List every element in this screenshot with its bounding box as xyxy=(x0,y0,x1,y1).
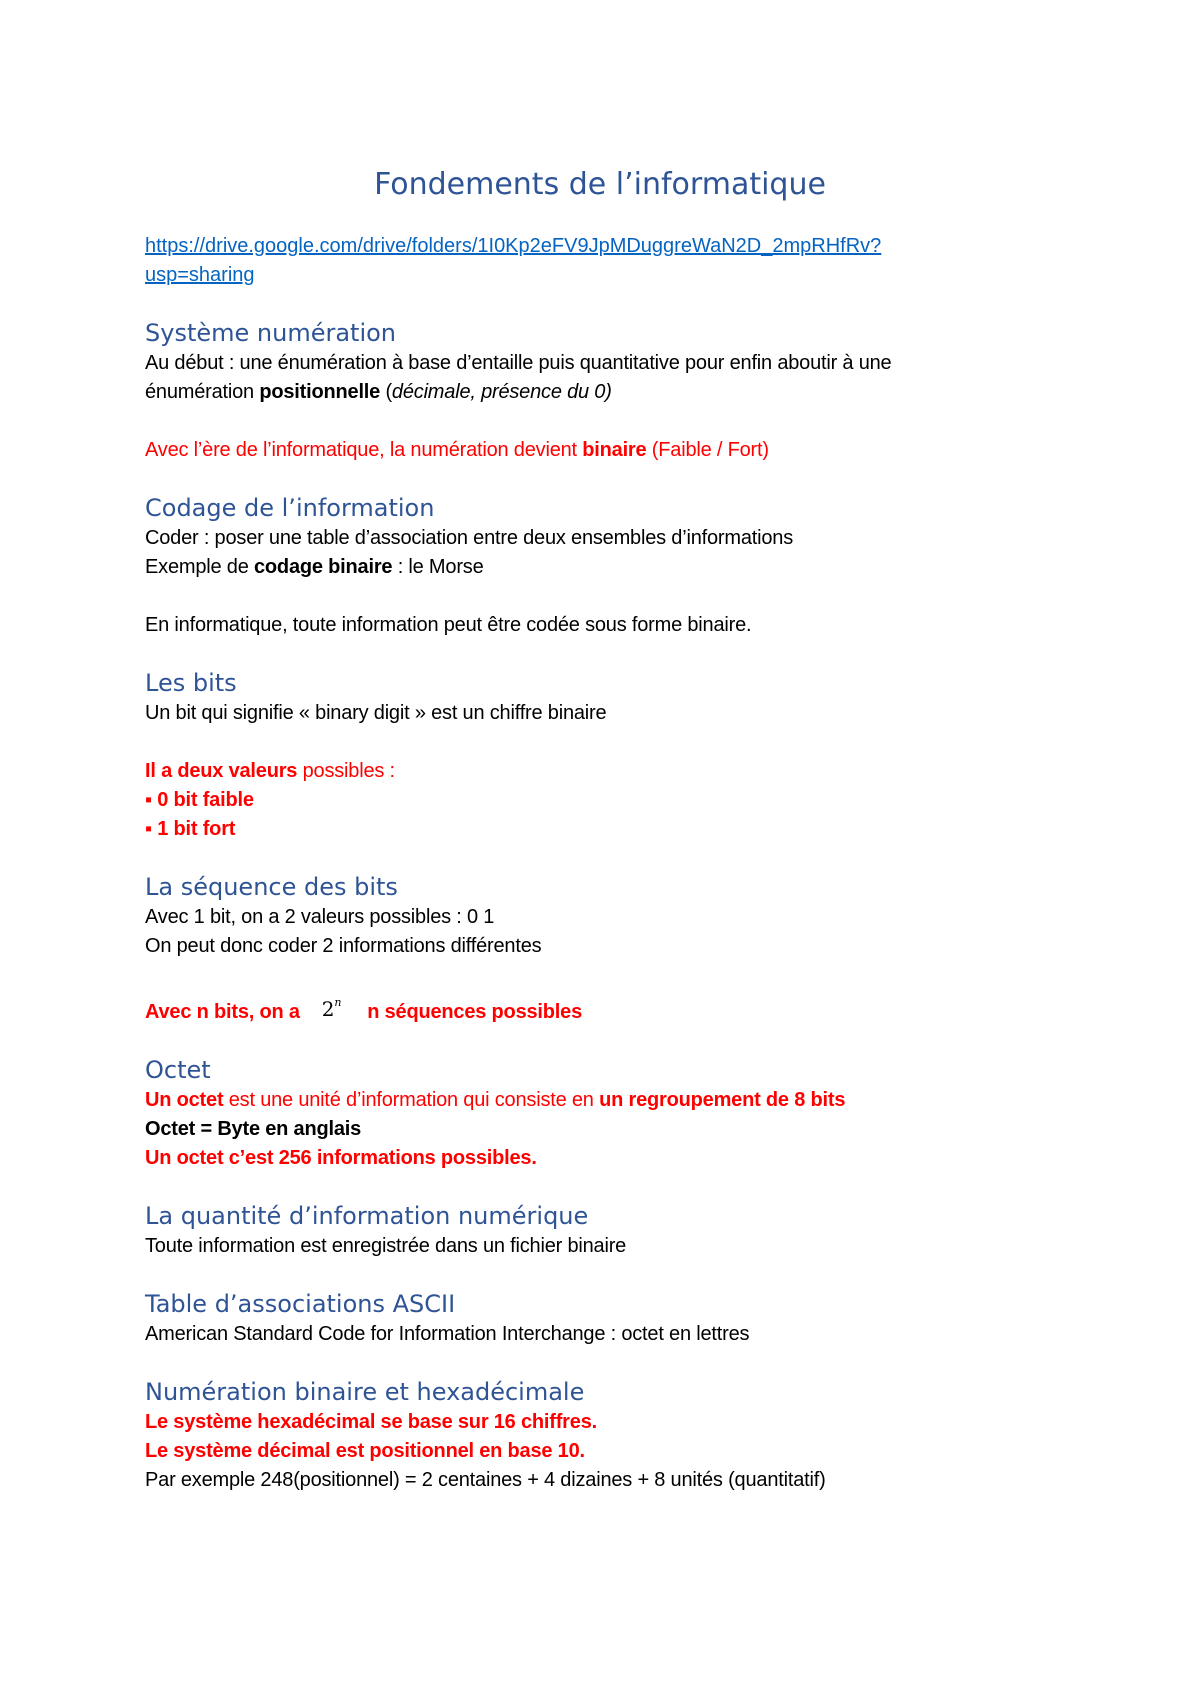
bits-paragraph-2: Il a deux valeurs possibles : xyxy=(145,760,395,782)
hexa-paragraph-2: Le système décimal est positionnel en base 10. xyxy=(145,1440,585,1462)
heading-numeration-binaire-hexa: Numération binaire et hexadécimale xyxy=(145,1378,585,1406)
drive-link-line2[interactable]: usp=sharing xyxy=(145,264,255,286)
heading-octet: Octet xyxy=(145,1056,211,1084)
bits-paragraph-1: Un bit qui signifie « binary digit » est un chiffre binaire xyxy=(145,702,607,724)
numeration-paragraph-2: Avec l’ère de l’informatique, la numération devient binaire (Faible / Fort) xyxy=(145,439,769,461)
bullet-1-bit-fort: ▪ 1 bit fort xyxy=(145,818,236,840)
sequence-paragraph-3: Avec n bits, on a 2$^n$ n séquences possibles xyxy=(145,990,1045,1027)
drive-link[interactable] xyxy=(145,232,1045,290)
numeration-paragraph-1: Au début : une énumération à base d’entaille puis quantitative pour enfin aboutir à une énumération positionnelle (décimale, présence du 0) xyxy=(145,352,892,403)
document-title: Fondements de l’informatique xyxy=(374,167,826,202)
formula-2-power-n: 2$^n$ xyxy=(321,996,342,1021)
quantite-paragraph-1: Toute information est enregistrée dans un fichier binaire xyxy=(145,1235,627,1257)
drive-link-line1[interactable]: https://drive.google.com/drive/folders/1I0Kp2eFV9JpMDuggreWaN2D_2mpRHfRv? xyxy=(145,235,882,257)
heading-sequence-bits: La séquence des bits xyxy=(145,873,398,901)
codage-paragraph-1: Coder : poser une table d’association entre deux ensembles d’informations xyxy=(145,527,794,549)
heading-systeme-numeration: Système numération xyxy=(145,319,397,347)
hexa-paragraph-1: Le système hexadécimal se base sur 16 chiffres. xyxy=(145,1411,597,1433)
octet-paragraph-3: Un octet c’est 256 informations possibles. xyxy=(145,1147,537,1169)
hexa-paragraph-3: Par exemple 248(positionnel) = 2 centaines + 4 dizaines + 8 unités (quantitatif) xyxy=(145,1469,826,1491)
codage-paragraph-2: Exemple de codage binaire : le Morse xyxy=(145,556,484,578)
heading-table-ascii: Table d’associations ASCII xyxy=(145,1290,456,1318)
octet-paragraph-2: Octet = Byte en anglais xyxy=(145,1118,362,1140)
codage-paragraph-3: En informatique, toute information peut être codée sous forme binaire. xyxy=(145,614,752,636)
octet-paragraph-1: Un octet est une unité d’information qui consiste en un regroupement de 8 bits xyxy=(145,1089,846,1111)
sequence-paragraph-2: On peut donc coder 2 informations différentes xyxy=(145,935,542,957)
document-body xyxy=(145,232,1045,1495)
bullet-0-bit-faible: ▪ 0 bit faible xyxy=(145,789,254,811)
ascii-paragraph-1: American Standard Code for Information Interchange : octet en lettres xyxy=(145,1323,750,1345)
heading-les-bits: Les bits xyxy=(145,669,237,697)
heading-codage-information: Codage de l’information xyxy=(145,494,435,522)
sequence-paragraph-1: Avec 1 bit, on a 2 valeurs possibles : 0 1 xyxy=(145,906,495,928)
heading-quantite-information: La quantité d’information numérique xyxy=(145,1202,589,1230)
